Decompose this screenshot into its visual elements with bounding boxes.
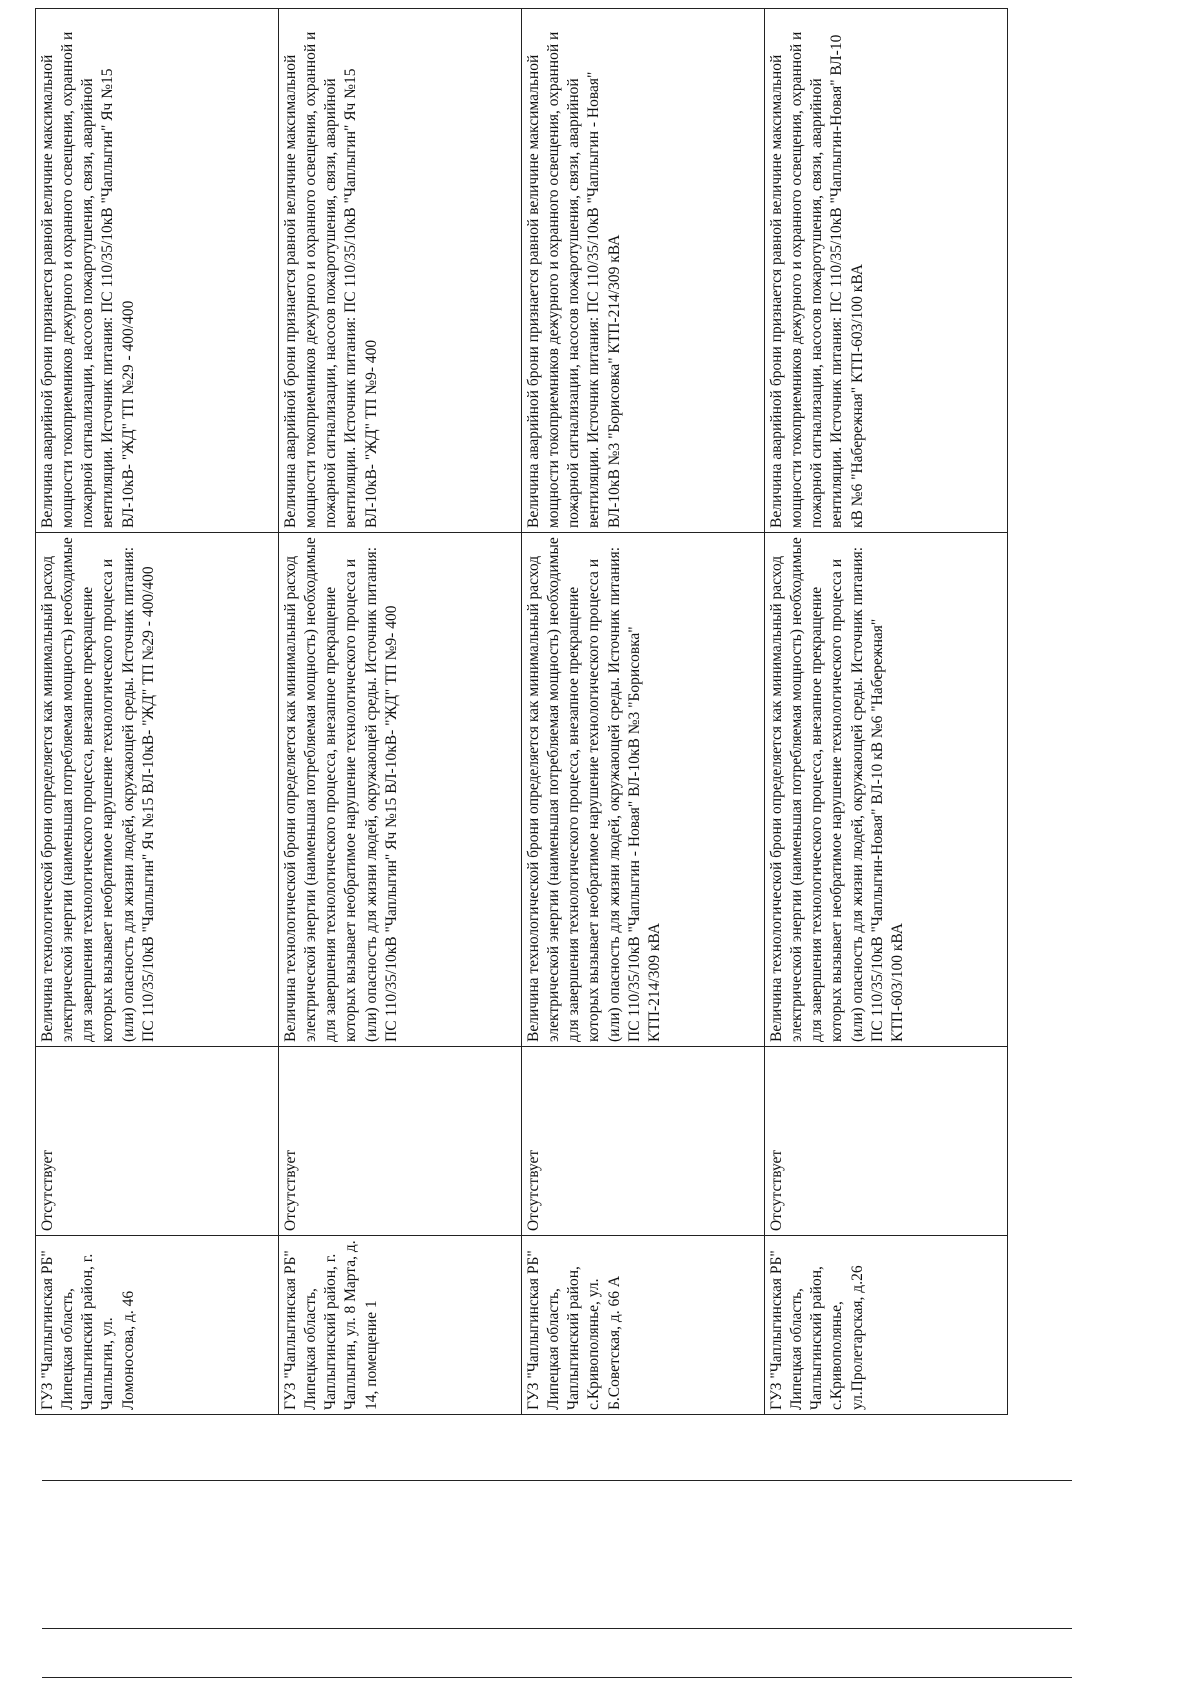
emergency-reserve-cell: Величина аварийной брони признается равной величине максимальной мощности токоприемников дежурного и охранного освещения, охранной и пожарной сигнализации, насосов пожаротушения, связи, аварийной вентиляции. Источник питания: ПС 110/35/10кВ "Чаплыгин-Новая" ВЛ-10 кВ №6 "Набережная" КТП-603/100 кВА xyxy=(765,9,1008,533)
status-cell: Отсутствует xyxy=(765,1047,1008,1236)
tech-reserve-cell: Величина технологической брони определяется как минимальный расход электрической энергии (наименьшая потребляемая мощность) необходимые для завершения технологического процесса, внезапное прекращение которых вызывает необратимое нарушение технологического процесса и (или) опасность для жизни людей, окружающей среды. Источник питания: ПС 110/35/10кВ "Чаплыгин" Яч №15 ВЛ-10кВ- "ЖД" ТП №9- 400 xyxy=(279,533,522,1047)
status-cell: Отсутствует xyxy=(279,1047,522,1236)
divider-line xyxy=(42,1480,1072,1481)
consumer-cell: ГУЗ "Чаплыгинская РБ" Липецкая область, Чаплыгинский район, г. Чаплыгин, ул. 8 Марта, д. 14, помещение 1 xyxy=(279,1236,522,1415)
table-row xyxy=(522,9,765,1415)
table-row xyxy=(279,9,522,1415)
divider-line xyxy=(42,1628,1072,1629)
consumer-cell: ГУЗ "Чаплыгинская РБ" Липецкая область, Чаплыгинский район, с.Кривополянье, ул.Пролетарская, д.26 xyxy=(765,1236,1008,1415)
emergency-reserve-cell: Величина аварийной брони признается равной величине максимальной мощности токоприемников дежурного и охранного освещения, охранной и пожарной сигнализации, насосов пожаротушения, связи, аварийной вентиляции. Источник питания: ПС 110/35/10кВ "Чаплыгин" Яч №15 ВЛ-10кВ- "ЖД" ТП №9- 400 xyxy=(279,9,522,533)
reserve-table xyxy=(35,8,1008,1415)
tech-reserve-cell: Величина технологической брони определяется как минимальный расход электрической энергии (наименьшая потребляемая мощность) необходимые для завершения технологического процесса, внезапное прекращение которых вызывает необратимое нарушение технологического процесса и (или) опасность для жизни людей, окружающей среды. Источник питания: ПС 110/35/10кВ "Чаплыгин - Новая" ВЛ-10кВ №3 "Борисовка" КТП-214/309 кВА xyxy=(522,533,765,1047)
status-cell: Отсутствует xyxy=(36,1047,279,1236)
emergency-reserve-cell: Величина аварийной брони признается равной величине максимальной мощности токоприемников дежурного и охранного освещения, охранной и пожарной сигнализации, насосов пожаротушения, связи, аварийной вентиляции. Источник питания: ПС 110/35/10кВ "Чаплыгин - Новая" ВЛ-10кВ №3 "Борисовка" КТП-214/309 кВА xyxy=(522,9,765,533)
table-row xyxy=(36,9,279,1415)
tech-reserve-cell: Величина технологической брони определяется как минимальный расход электрической энергии (наименьшая потребляемая мощность) необходимые для завершения технологического процесса, внезапное прекращение которых вызывает необратимое нарушение технологического процесса и (или) опасность для жизни людей, окружающей среды. Источник питания: ПС 110/35/10кВ "Чаплыгин-Новая" ВЛ-10 кВ №6 "Набережная" КТП-603/100 кВА xyxy=(765,533,1008,1047)
divider-line xyxy=(42,1677,1072,1678)
status-cell: Отсутствует xyxy=(522,1047,765,1236)
emergency-reserve-cell: Величина аварийной брони признается равной величине максимальной мощности токоприемников дежурного и охранного освещения, охранной и пожарной сигнализации, насосов пожаротушения, связи, аварийной вентиляции. Источник питания: ПС 110/35/10кВ "Чаплыгин" Яч №15 ВЛ-10кВ- "ЖД" ТП №29 - 400/400 xyxy=(36,9,279,533)
consumer-cell: ГУЗ "Чаплыгинская РБ" Липецкая область, Чаплыгинский район, с.Кривополянье, ул. Б.Советская, д. 66 А xyxy=(522,1236,765,1415)
table-row xyxy=(765,9,1008,1415)
consumer-cell: ГУЗ "Чаплыгинская РБ" Липецкая область, Чаплыгинский район, г. Чаплыгин, ул. Ломоносова, д. 46 xyxy=(36,1236,279,1415)
tech-reserve-cell: Величина технологической брони определяется как минимальный расход электрической энергии (наименьшая потребляемая мощность) необходимые для завершения технологического процесса, внезапное прекращение которых вызывает необратимое нарушение технологического процесса и (или) опасность для жизни людей, окружающей среды. Источник питания: ПС 110/35/10кВ "Чаплыгин" Яч №15 ВЛ-10кВ- "ЖД" ТП №29 - 400/400 xyxy=(36,533,279,1047)
